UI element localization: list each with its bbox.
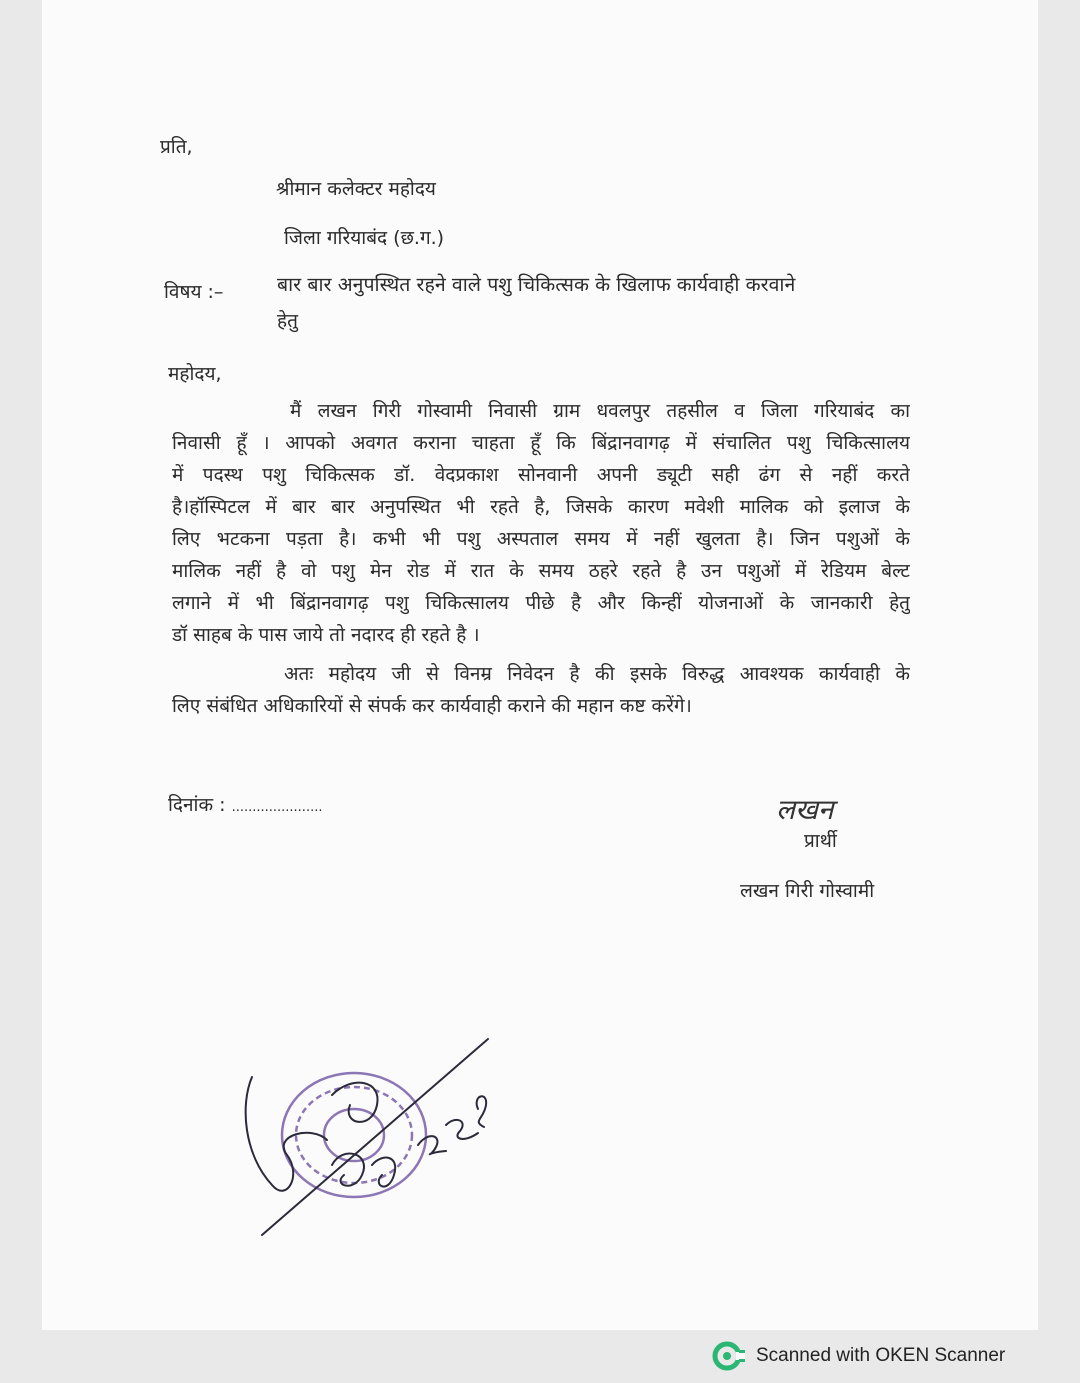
body-line: निवासी हूँ । आपको अवगत कराना चाहता हूँ कि बिंद्रानवागढ़ में संचालित पशु चिकित्सालय	[172, 432, 910, 454]
body-line: डॉ साहब के पास जाये तो नदारद ही रहते है ।	[172, 624, 480, 646]
scanner-watermark	[712, 1340, 1005, 1372]
applicant-name: लखन गिरी गोस्वामी	[740, 880, 875, 902]
body-line: मैं लखन गिरी गोस्वामी निवासी ग्राम धवलपुर तहसील व जिला गरियाबंद का	[290, 400, 910, 422]
date-blank: ......................	[231, 800, 323, 815]
date-label-text: दिनांक :	[168, 794, 226, 816]
body-line: में पदस्थ पशु चिकित्सक डॉ. वेदप्रकाश सोनवानी अपनी ड्यूटी सही ढंग से नहीं करते	[172, 464, 910, 486]
recipient-title: श्रीमान कलेक्टर महोदय	[276, 178, 436, 200]
body-line: है।हॉस्पिटल में बार बार अनुपस्थित भी रहते है, जिसके कारण मवेशी मालिक को इलाज के	[172, 496, 910, 518]
office-stamp	[232, 1035, 502, 1245]
request-line: लिए संबंधित अधिकारियों से संपर्क कर कार्यवाही कराने की महान कष्ट करेंगे।	[172, 695, 692, 717]
recipient-district: जिला गरियाबंद (छ.ग.)	[284, 227, 445, 249]
date-label	[168, 796, 322, 815]
handwritten-signature: लखन	[776, 793, 834, 826]
request-paragraph	[172, 658, 910, 722]
body-line: मालिक नहीं है वो पशु मेन रोड में रात के समय ठहरे रहते है उन पशुओं में रेडियम बेल्ट	[172, 560, 910, 582]
request-line: अतः महोदय जी से विनम्र निवेदन है की इसके विरुद्ध आवश्यक कार्यवाही के	[284, 663, 910, 685]
subject-line-1: बार बार अनुपस्थित रहने वाले पशु चिकित्सक के खिलाफ कार्यवाही करवाने	[277, 273, 796, 296]
subject-label: विषय :–	[164, 281, 224, 303]
body-line: लगाने में भी बिंद्रानवागढ़ पशु चिकित्सालय पीछे है और किन्हीं योजनाओं के जानकारी हेतु	[172, 592, 910, 614]
greeting: महोदय,	[168, 363, 222, 385]
scanner-text: Scanned with OKEN Scanner	[756, 1345, 1006, 1366]
subject-line-2: हेतु	[277, 310, 298, 332]
body-line: लिए भटकना पड़ता है। कभी भी पशु अस्पताल समय में नहीं खुलता है। जिन पशुओं के	[172, 528, 910, 550]
salutation-to: प्रति,	[160, 136, 193, 158]
oken-scanner-logo-icon	[712, 1341, 746, 1371]
body-paragraph	[172, 395, 910, 651]
applicant-label: प्रार्थी	[804, 830, 837, 852]
